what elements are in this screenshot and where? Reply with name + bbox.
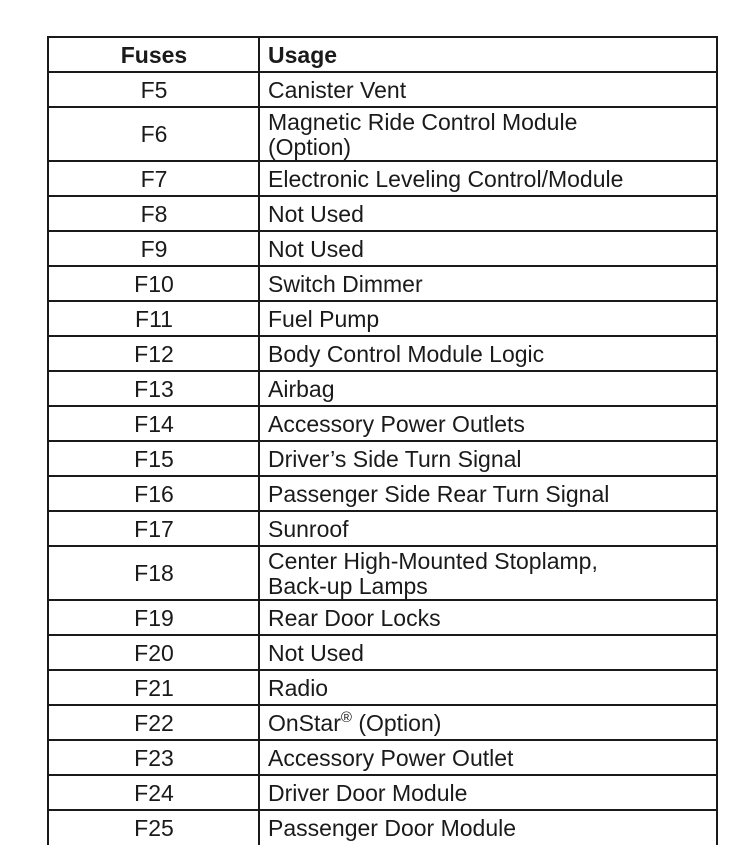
fuse-usage-suffix: (Option)	[351, 709, 442, 736]
fuse-id: F22	[48, 705, 259, 740]
table-row	[48, 371, 717, 406]
fuse-usage-table	[47, 36, 718, 845]
fuse-usage: Not Used	[259, 635, 717, 670]
fuse-usage: Switch Dimmer	[259, 266, 717, 301]
fuse-usage-line2: (Option)	[268, 133, 352, 160]
table-row	[48, 775, 717, 810]
fuse-id: F24	[48, 775, 259, 810]
fuse-id: F8	[48, 196, 259, 231]
table-row	[48, 406, 717, 441]
fuse-id: F21	[48, 670, 259, 705]
fuse-id: F5	[48, 72, 259, 107]
fuse-id: F17	[48, 511, 259, 546]
table-row	[48, 72, 717, 107]
table-row	[48, 600, 717, 635]
fuse-usage: Canister Vent	[259, 72, 717, 107]
fuse-id: F14	[48, 406, 259, 441]
fuse-usage: Passenger Door Module	[259, 810, 717, 845]
table-row	[48, 441, 717, 476]
fuse-usage: Accessory Power Outlet	[259, 740, 717, 775]
table-row	[48, 635, 717, 670]
fuse-usage: Airbag	[259, 371, 717, 406]
fuse-usage: Sunroof	[259, 511, 717, 546]
table-header-row	[48, 37, 717, 72]
fuse-usage: Not Used	[259, 196, 717, 231]
fuse-usage: Body Control Module Logic	[259, 336, 717, 371]
header-fuses: Fuses	[48, 37, 259, 72]
fuse-usage	[259, 705, 717, 740]
table-row	[48, 196, 717, 231]
fuse-usage: Electronic Leveling Control/Module	[259, 161, 717, 196]
table-row	[48, 476, 717, 511]
fuse-usage: Rear Door Locks	[259, 600, 717, 635]
fuse-id: F13	[48, 371, 259, 406]
table-row	[48, 670, 717, 705]
table-row	[48, 107, 717, 161]
fuse-usage-line1: Center High-Mounted Stoplamp,	[268, 547, 598, 574]
fuse-usage: Not Used	[259, 231, 717, 266]
table-row	[48, 231, 717, 266]
fuse-usage-line1: Magnetic Ride Control Module	[268, 108, 578, 135]
table-row	[48, 546, 717, 600]
fuse-id: F25	[48, 810, 259, 845]
fuse-usage: Radio	[259, 670, 717, 705]
table-row	[48, 810, 717, 845]
fuse-id: F18	[48, 546, 259, 600]
fuse-id: F12	[48, 336, 259, 371]
fuse-id: F7	[48, 161, 259, 196]
fuse-usage: Passenger Side Rear Turn Signal	[259, 476, 717, 511]
fuse-usage: Driver Door Module	[259, 775, 717, 810]
fuse-id: F10	[48, 266, 259, 301]
table-row	[48, 301, 717, 336]
fuse-usage-text: OnStar	[268, 709, 341, 736]
fuse-id: F23	[48, 740, 259, 775]
fuse-id: F6	[48, 107, 259, 161]
header-usage: Usage	[259, 37, 717, 72]
fuse-id: F19	[48, 600, 259, 635]
registered-mark: ®	[340, 708, 352, 726]
fuse-usage-line2: Back-up Lamps	[268, 572, 428, 599]
table-row	[48, 266, 717, 301]
table-row	[48, 740, 717, 775]
table-row	[48, 705, 717, 740]
fuse-id: F15	[48, 441, 259, 476]
fuse-usage: Fuel Pump	[259, 301, 717, 336]
fuse-usage	[259, 107, 717, 161]
table-row	[48, 336, 717, 371]
fuse-id: F11	[48, 301, 259, 336]
table-row	[48, 161, 717, 196]
fuse-id: F9	[48, 231, 259, 266]
fuse-usage: Accessory Power Outlets	[259, 406, 717, 441]
fuse-usage: Driver’s Side Turn Signal	[259, 441, 717, 476]
table-row	[48, 511, 717, 546]
fuse-usage	[259, 546, 717, 600]
fuse-id: F16	[48, 476, 259, 511]
fuse-id: F20	[48, 635, 259, 670]
